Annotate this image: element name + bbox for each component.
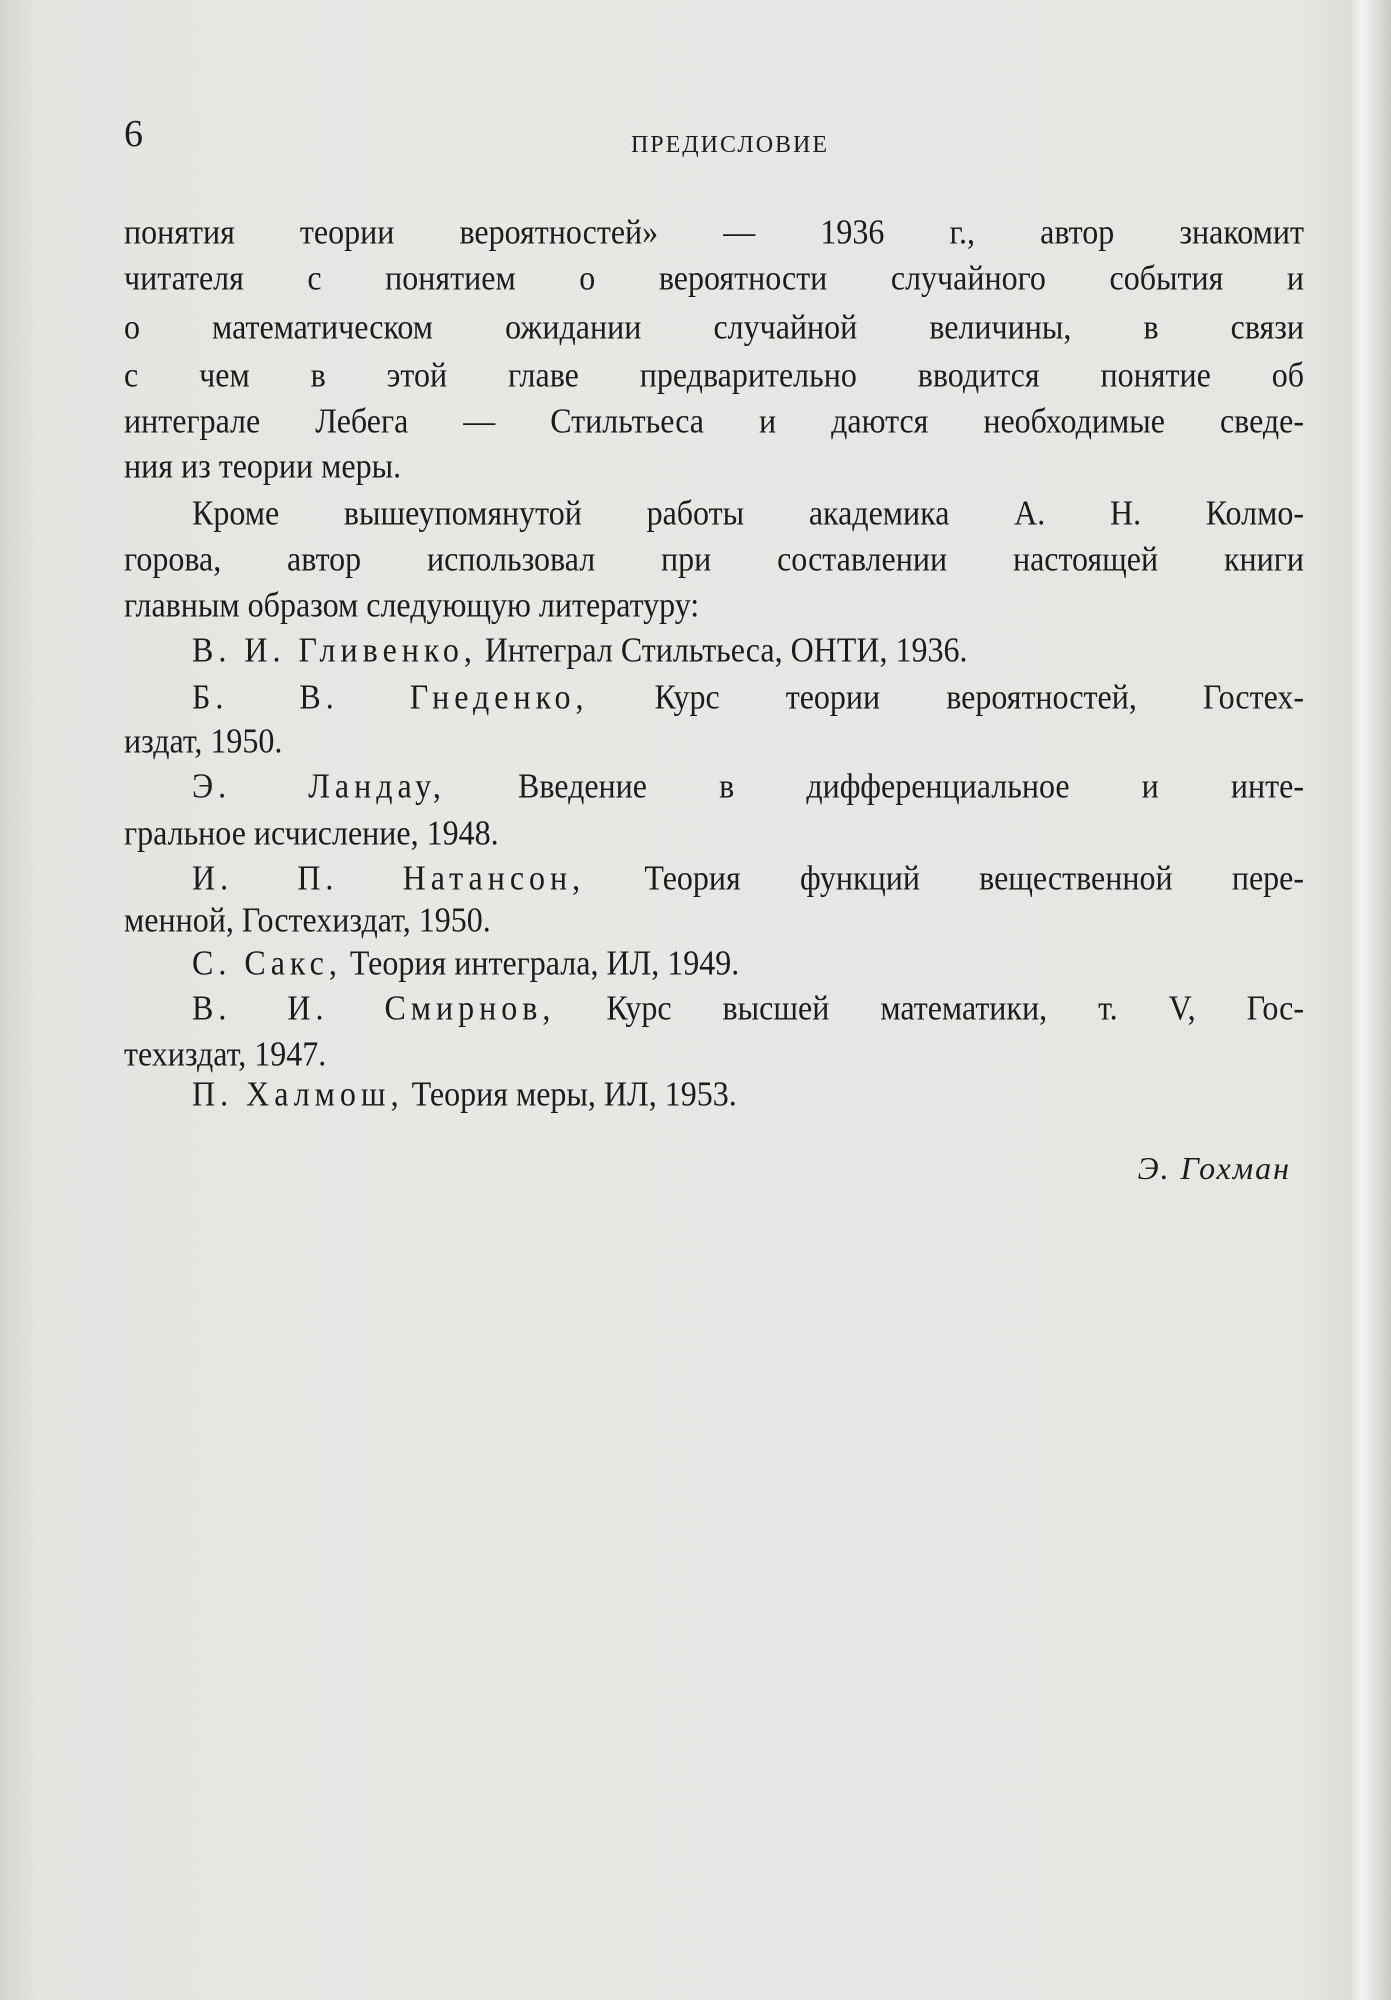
- text-line: с чем в этой главе предварительно вводится понятие об: [124, 355, 1304, 395]
- text-line: понятия теории вероятностей» — 1936 г., автор знакомит: [124, 212, 1304, 252]
- reference-item: [124, 986, 1304, 1029]
- reference-title: Теория меры, ИЛ, 1953.: [403, 1074, 737, 1114]
- text-line: о математическом ожидании случайной величины, в связи: [124, 307, 1304, 347]
- reference-item: [124, 1072, 1304, 1115]
- author-signature: Э. Гохман: [1137, 1150, 1291, 1186]
- text-line: читателя с понятием о вероятности случайного события и: [124, 258, 1304, 298]
- reference-author: С. Сакс,: [192, 943, 342, 983]
- reference-author: Б. В. Гнеденко,: [192, 677, 589, 717]
- reference-item: [124, 675, 1304, 718]
- reference-title: Теория функций вещественной пере-: [585, 858, 1304, 898]
- reference-author: И. П. Натансон,: [192, 858, 586, 898]
- reference-continuation: гральное исчисление, 1948.: [124, 813, 499, 853]
- reference-title: Теория интеграла, ИЛ, 1949.: [341, 943, 740, 983]
- reference-continuation: издат, 1950.: [124, 721, 283, 761]
- reference-continuation: менной, Гостехиздат, 1950.: [124, 900, 491, 940]
- text-line: интеграле Лебега — Стильтьеса и даются необходимые сведе-: [124, 401, 1304, 441]
- reference-item: [124, 628, 1304, 671]
- reference-title: Курс высшей математики, т. V, Гос-: [555, 988, 1305, 1028]
- text-line: ния из теории меры.: [124, 446, 402, 486]
- page-number: 6: [124, 113, 143, 155]
- reference-title: Введение в дифференциальное и инте-: [445, 766, 1305, 806]
- reference-author: Э. Ландау,: [192, 766, 446, 806]
- reference-author: П. Халмош,: [192, 1074, 404, 1114]
- running-header: ПРЕДИСЛОВИЕ: [630, 132, 830, 158]
- reference-item: [124, 941, 1304, 984]
- reference-item: [124, 856, 1304, 899]
- reference-title: Курс теории вероятностей, Гостех-: [588, 677, 1305, 717]
- reference-author: В. И. Смирнов,: [192, 988, 556, 1028]
- reference-continuation: техиздат, 1947.: [124, 1034, 327, 1074]
- text-line: горова, автор использовал при составлении настоящей книги: [124, 539, 1304, 579]
- reference-item: [124, 764, 1304, 807]
- text-line: главным образом следующую литературу:: [124, 585, 700, 625]
- reference-title: Интеграл Стильтьеса, ОНТИ, 1936.: [476, 630, 968, 670]
- text-line: Кроме вышеупомянутой работы академика А. Н. Колмо-: [192, 493, 1304, 533]
- reference-author: В. И. Гливенко,: [192, 630, 477, 670]
